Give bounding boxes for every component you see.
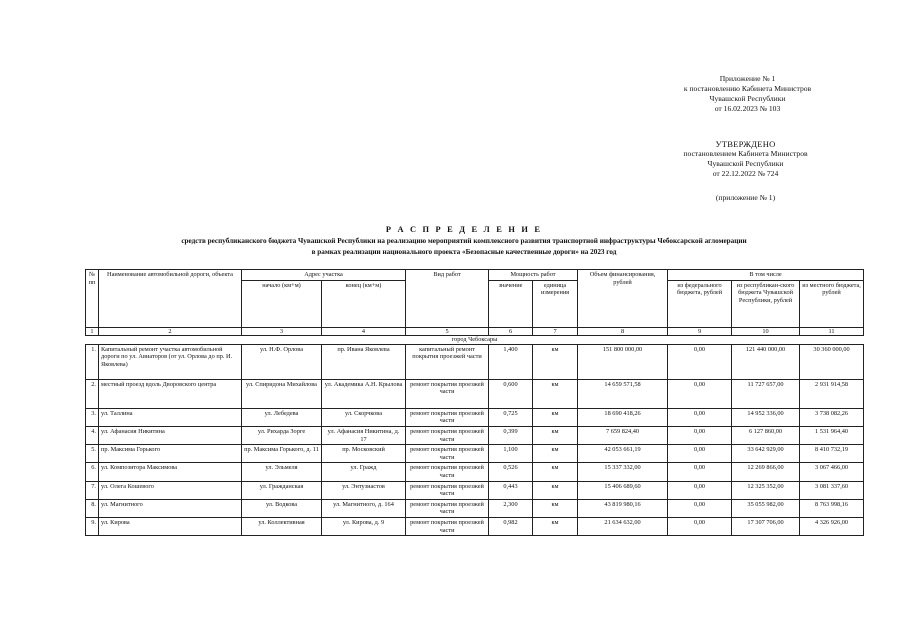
appendix-line: Чувашской Республики	[709, 94, 786, 103]
cell-unit: км	[533, 463, 578, 481]
cell-end: пр. Московский	[322, 445, 406, 463]
column-number: 4	[322, 327, 406, 336]
cell-federal: 0,00	[668, 517, 732, 535]
cell-total: 14 659 571,58	[578, 379, 668, 408]
cell-start: ул. Лебедева	[242, 408, 322, 426]
cell-value: 0,982	[489, 517, 533, 535]
cell-end: ул. Афанасия Никитина, д. 17	[322, 426, 406, 444]
cell-work: ремонт покрытия проезжей части	[406, 408, 489, 426]
cell-total: 18 690 418,26	[578, 408, 668, 426]
approval-block	[658, 139, 833, 203]
appendix-line: к постановлению Кабинета Министров	[683, 84, 812, 93]
cell-local: 30 360 000,00	[800, 344, 864, 379]
cell-unit: км	[533, 481, 578, 499]
table-row	[86, 408, 864, 426]
cell-local: 2 931 914,58	[800, 379, 864, 408]
cell-local: 3 067 466,00	[800, 463, 864, 481]
cell-name: местный проезд вдоль Дворовского центра	[99, 379, 242, 408]
cell-work: ремонт покрытия проезжей части	[406, 426, 489, 444]
table-row	[86, 426, 864, 444]
document-title-block	[70, 224, 858, 258]
column-number: 11	[800, 327, 864, 336]
appendix-block	[660, 74, 835, 114]
appendix-line: от 16.02.2023 № 103	[714, 104, 781, 113]
cell-name: ул. Таллина	[99, 408, 242, 426]
cell-start: ул. Гражданская	[242, 481, 322, 499]
cell-end: ул. Магнитного, д. 164	[322, 499, 406, 517]
cell-end: ул. Гражд	[322, 463, 406, 481]
header-value: значение	[489, 280, 533, 327]
column-number: 7	[533, 327, 578, 336]
column-number: 5	[406, 327, 489, 336]
table-row	[86, 344, 864, 379]
cell-end: ул. Кирова, д. 9	[322, 517, 406, 535]
column-number: 2	[99, 327, 242, 336]
column-number: 3	[242, 327, 322, 336]
cell-total: 42 053 661,19	[578, 445, 668, 463]
cell-num: 3.	[86, 408, 99, 426]
header-volume: Объем финансирования, рублей	[578, 270, 668, 328]
header-federal: из федерального бюджета, рублей	[668, 280, 732, 327]
cell-unit: км	[533, 445, 578, 463]
approval-line: постановлением Кабинета Министров	[683, 149, 808, 158]
cell-work: ремонт покрытия проезжей части	[406, 463, 489, 481]
cell-republic: 6 127 860,00	[732, 426, 800, 444]
cell-work: ремонт покрытия проезжей части	[406, 499, 489, 517]
cell-work: ремонт покрытия проезжей части	[406, 517, 489, 535]
cell-name: ул. Афанасия Никитина	[99, 426, 242, 444]
cell-start: ул. Спиридона Михайлова	[242, 379, 322, 408]
cell-work: капитальный ремонт покрытия проезжей части	[406, 344, 489, 379]
cell-local: 4 326 926,00	[800, 517, 864, 535]
cell-total: 151 800 000,00	[578, 344, 668, 379]
cell-unit: км	[533, 517, 578, 535]
cell-total: 15 406 689,60	[578, 481, 668, 499]
cell-num: 7.	[86, 481, 99, 499]
table-row	[86, 463, 864, 481]
cell-value: 0,600	[489, 379, 533, 408]
column-number: 1	[86, 327, 99, 336]
column-number-row	[86, 327, 864, 336]
cell-unit: км	[533, 379, 578, 408]
cell-local: 8 410 732,19	[800, 445, 864, 463]
approval-note: (приложение № 1)	[715, 193, 776, 202]
cell-republic: 11 727 657,00	[732, 379, 800, 408]
cell-total: 43 819 980,16	[578, 499, 668, 517]
cell-end: ул. Академика А.Н. Крылова	[322, 379, 406, 408]
cell-name: ул. Кирова	[99, 517, 242, 535]
cell-num: 5.	[86, 445, 99, 463]
cell-end: ул. Энтузиастов	[322, 481, 406, 499]
cell-total: 7 659 824,40	[578, 426, 668, 444]
cell-value: 1,400	[489, 344, 533, 379]
cell-value: 0,526	[489, 463, 533, 481]
cell-name: ул. Олега Кошевого	[99, 481, 242, 499]
cell-federal: 0,00	[668, 499, 732, 517]
cell-local: 1 531 964,40	[800, 426, 864, 444]
cell-work: ремонт покрытия проезжей части	[406, 481, 489, 499]
cell-num: 9.	[86, 517, 99, 535]
cell-federal: 0,00	[668, 426, 732, 444]
header-address: Адрес участка	[242, 270, 406, 281]
cell-federal: 0,00	[668, 463, 732, 481]
column-number: 10	[732, 327, 800, 336]
cell-num: 4.	[86, 426, 99, 444]
distribution-table	[85, 269, 864, 536]
cell-value: 1,100	[489, 445, 533, 463]
cell-name: пр. Максима Горького	[99, 445, 242, 463]
approval-line: Чувашской Республики	[707, 159, 784, 168]
table-row	[86, 445, 864, 463]
header-name: Наименование автомобильной дороги, объекта	[99, 270, 242, 328]
cell-start: ул. Эльмеля	[242, 463, 322, 481]
header-capacity: Мощность работ	[489, 270, 578, 281]
table-row	[86, 499, 864, 517]
header-num: № пп	[86, 270, 99, 328]
cell-local: 3 081 337,60	[800, 481, 864, 499]
cell-work: ремонт покрытия проезжей части	[406, 379, 489, 408]
header-end: конец (км+м)	[322, 280, 406, 327]
cell-value: 0,399	[489, 426, 533, 444]
approval-line: от 22.12.2022 № 724	[712, 169, 779, 178]
cell-unit: км	[533, 344, 578, 379]
cell-num: 8.	[86, 499, 99, 517]
cell-federal: 0,00	[668, 481, 732, 499]
section-row	[86, 336, 864, 345]
cell-end: ул. Скорчкова	[322, 408, 406, 426]
cell-federal: 0,00	[668, 445, 732, 463]
header-republic: из республикан-ского бюджета Чувашской Республики, рублей	[732, 280, 800, 327]
cell-republic: 33 642 929,00	[732, 445, 800, 463]
cell-federal: 0,00	[668, 379, 732, 408]
cell-republic: 12 325 352,00	[732, 481, 800, 499]
cell-name: ул. Магнитного	[99, 499, 242, 517]
table-row	[86, 517, 864, 535]
cell-num: 2.	[86, 379, 99, 408]
cell-start: пр. Максима Горького, д. 11	[242, 445, 322, 463]
cell-republic: 35 055 982,00	[732, 499, 800, 517]
header-local: из местного бюджета, рублей	[800, 280, 864, 327]
cell-republic: 14 952 336,00	[732, 408, 800, 426]
header-start: начало (км+м)	[242, 280, 322, 327]
cell-republic: 12 269 866,00	[732, 463, 800, 481]
cell-start: ул. Коллективная	[242, 517, 322, 535]
document-title: Р А С П Р Е Д Е Л Е Н И Е	[385, 225, 543, 234]
cell-name: Капитальный ремонт участка автомобильной дороги по ул. Авиаторов (от ул. Орлова до пр. И. Яковлева)	[99, 344, 242, 379]
appendix-line: Приложение № 1	[719, 74, 776, 83]
column-number: 6	[489, 327, 533, 336]
column-number: 8	[578, 327, 668, 336]
cell-total: 21 634 632,00	[578, 517, 668, 535]
cell-republic: 17 307 706,00	[732, 517, 800, 535]
section-label: город Чебоксары	[86, 336, 864, 345]
column-number: 9	[668, 327, 732, 336]
cell-value: 2,300	[489, 499, 533, 517]
cell-republic: 121 440 000,00	[732, 344, 800, 379]
cell-end: пр. Ивана Яковлева	[322, 344, 406, 379]
cell-start: ул. Водкова	[242, 499, 322, 517]
cell-name: ул. Композитора Максимова	[99, 463, 242, 481]
document-subtitle-line1: средств республиканского бюджета Чувашской Республики на реализацию мероприятий комплексного развития транспортной инфраструктуры Чебоксарской агломерации	[181, 237, 747, 245]
cell-num: 6.	[86, 463, 99, 481]
cell-federal: 0,00	[668, 408, 732, 426]
header-work: Вид работ	[406, 270, 489, 328]
cell-federal: 0,00	[668, 344, 732, 379]
table-row	[86, 481, 864, 499]
cell-num: 1.	[86, 344, 99, 379]
cell-total: 15 337 332,00	[578, 463, 668, 481]
cell-local: 8 763 998,16	[800, 499, 864, 517]
cell-unit: км	[533, 426, 578, 444]
cell-local: 3 738 082,26	[800, 408, 864, 426]
cell-unit: км	[533, 499, 578, 517]
cell-start: ул. Рихарда Зорге	[242, 426, 322, 444]
table-row	[86, 379, 864, 408]
cell-start: ул. Н.Ф. Орлова	[242, 344, 322, 379]
cell-value: 0,725	[489, 408, 533, 426]
cell-unit: км	[533, 408, 578, 426]
cell-work: ремонт покрытия проезжей части	[406, 445, 489, 463]
header-including: В том числе	[668, 270, 864, 281]
cell-value: 0,443	[489, 481, 533, 499]
approval-title: УТВЕРЖДЕНО	[715, 139, 776, 149]
document-subtitle-line2: в рамках реализации национального проекта «Безопасные качественные дороги» на 2023 год	[311, 248, 617, 257]
header-unit: единица измерения	[533, 280, 578, 327]
